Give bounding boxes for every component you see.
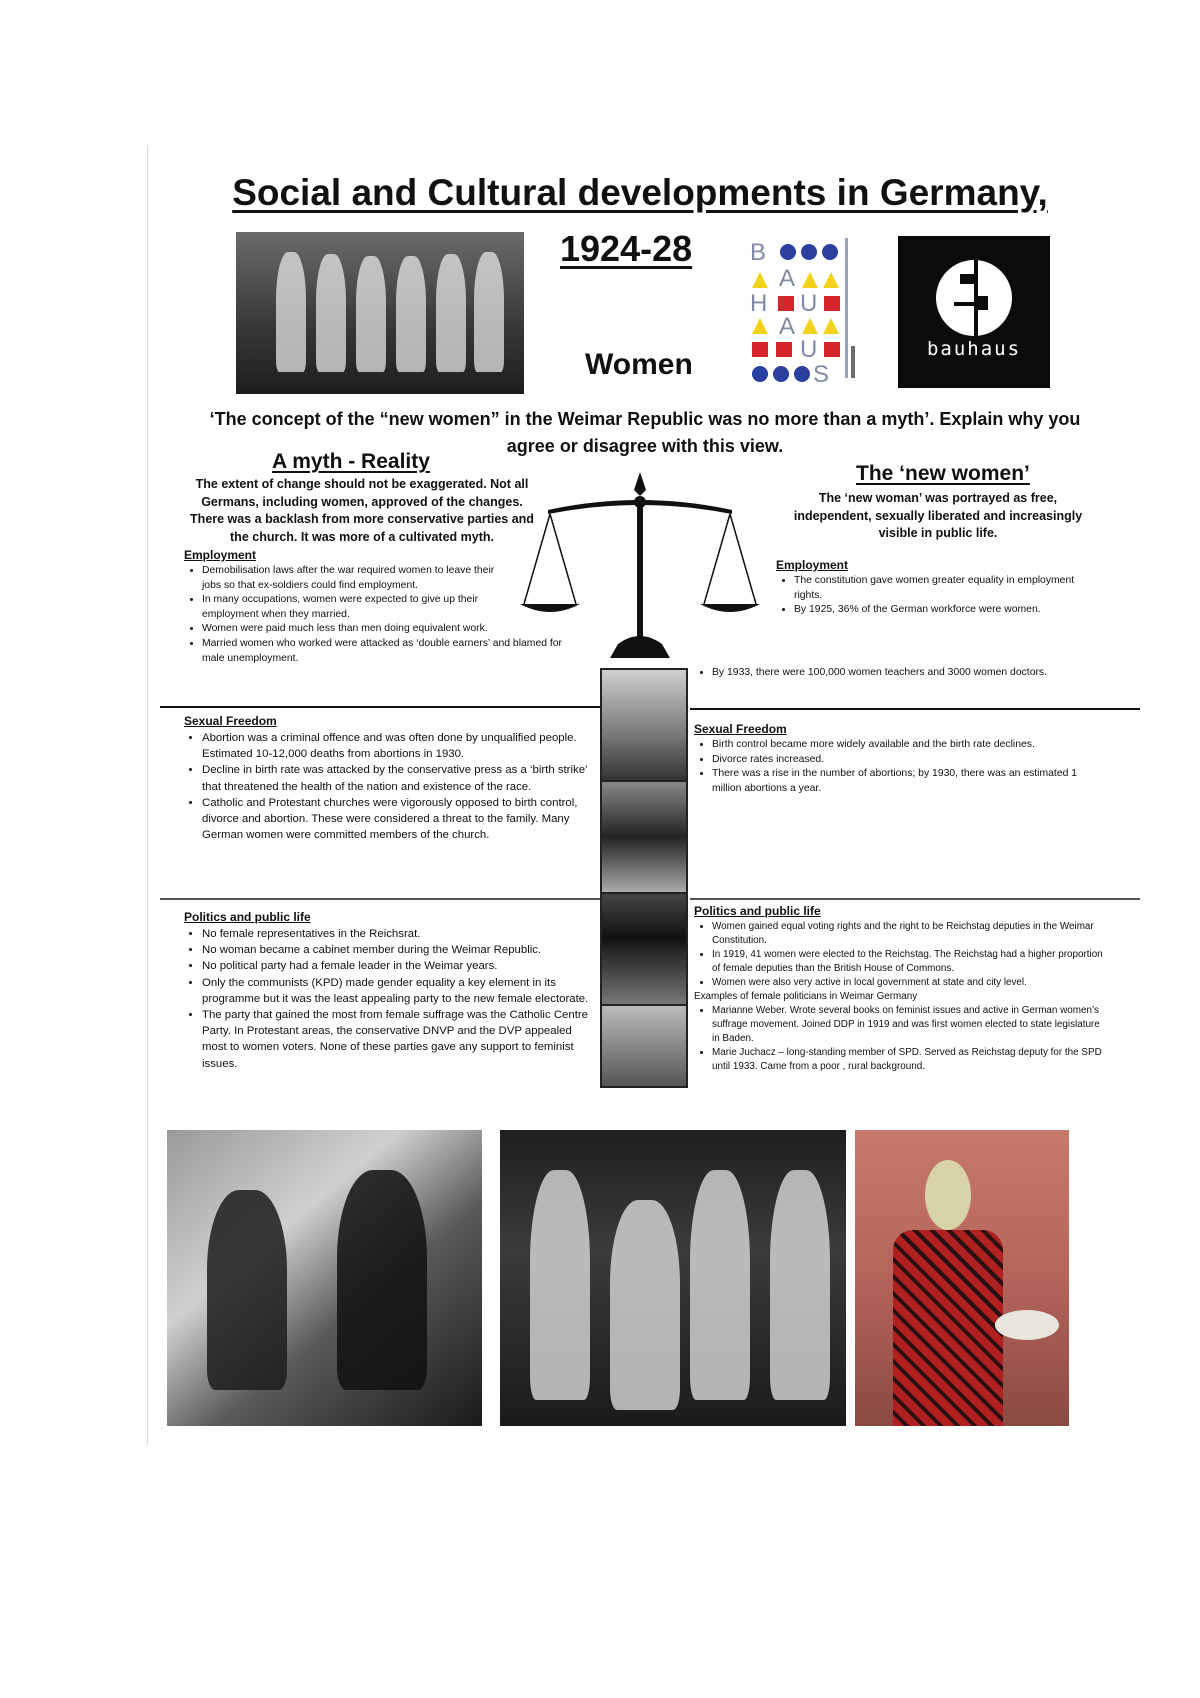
bauhaus-black-logo [898,236,1050,388]
list-item: • Divorce rates increased. [712,753,1094,768]
page-subtitle: 1924-28 [560,228,693,269]
right-column-heading: The ‘new women’ [856,462,1030,485]
list-item: • Birth control became more widely available and the birth rate declines. [712,738,1094,753]
left-employment-heading: Employment [184,548,257,562]
right-sexual-freedom-heading: Sexual Freedom [694,722,787,736]
list-item: • Women were also very active in local government at state and city level. [712,976,1104,990]
logo-letter: A [779,265,796,292]
logo-letter: U [800,290,818,317]
left-column-heading: A myth - Reality [272,450,430,473]
right-employment-extra [694,666,1094,681]
left-politics-heading: Politics and public life [184,910,311,924]
list-item: • The party that gained the most from female suffrage was the Catholic Centre Party. In Protestant areas, the conservative DNVP and the DVP appealed most to women voters. None of these parties gave any support to feminist issues. [202,1007,594,1072]
list-item: • Women were paid much less than men doing equivalent work. [202,622,584,637]
list-item: • Women gained equal voting rights and the right to be Reichstag deputies in the Weimar Constitution. [712,920,1104,948]
list-item: • Married women who worked were attacked as ‘double earners’ and blamed for male unemployment. [202,637,584,666]
section-divider [160,898,600,900]
section-divider [690,708,1140,710]
list-item: • Demobilisation laws after the war required women to leave their jobs so that ex-soldiers could find employment. [202,564,502,593]
flapper-dancers-photo [500,1130,846,1426]
left-politics-section [184,910,594,1072]
right-employment-section [776,558,1096,618]
list-item: • No female representatives in the Reichsrat. [202,926,594,942]
logo-letter: S [813,361,830,384]
list-item: • In 1919, 41 women were elected to the Reichstag. The Reichstag had a higher proportion of female deputies than the British House of Commons. [712,948,1104,976]
list-item: • No woman became a cabinet member during the Weimar Republic. [202,942,594,958]
right-politics-heading: Politics and public life [694,904,821,918]
dancers-photo-strip [600,668,688,1088]
list-item: • By 1925, 36% of the German workforce were women. [794,603,1096,618]
topic-heading: Women [585,348,693,381]
right-intro: The ‘new woman’ was portrayed as free, independent, sexually liberated and increasingly visible in public life. [793,491,1083,540]
logo-letter: B [750,239,767,266]
list-item: • Marianne Weber. Wrote several books on feminist issues and active in German women’s suffrage movement. Joined DDP in 1919 and was first women elected to state legislature in Baden. [712,1004,1104,1046]
right-employment-heading: Employment [776,558,849,572]
left-employment-section [184,548,584,666]
section-divider [160,706,600,708]
bauhaus-color-logo [748,236,863,384]
portrait-painting [855,1130,1069,1426]
right-sexual-freedom-section [694,722,1094,796]
page-title: Social and Cultural developments in Germany, [232,172,1048,213]
logo-letter: H [750,290,768,317]
bauhaus-logo-label: bauhaus [926,338,1022,360]
right-politics-section [694,904,1104,1074]
list-item: • Decline in birth rate was attacked by the conservative press as a ‘birth strike’ that threatened the health of the nation and existence of the race. [202,762,594,794]
essay-question: ‘The concept of the “new women” in the Weimar Republic was no more than a myth’. Explain why you agree or disagree with this view. [209,409,1081,456]
list-item: • Abortion was a criminal offence and was often done by unqualified people. Estimated 10-12,000 deaths from abortions in 1930. [202,730,594,762]
examples-label: Examples of female politicians in Weimar Germany [694,991,918,1002]
list-item: • Marie Juchacz – long-standing member of SPD. Served as Reichstag deputy for the SPD until 1933. Came from a poor , rural background. [712,1046,1104,1074]
dancers-photo [236,232,524,394]
list-item: • No political party had a female leader in the Weimar years. [202,958,594,974]
list-item: • There was a rise in the number of abortions; by 1930, there was an estimated 1 million abortions a year. [712,767,1094,796]
logo-letter: U [800,336,818,363]
left-sexual-freedom-section [184,714,594,843]
logo-letter: A [779,313,796,340]
list-item: • Only the communists (KPD) made gender equality a key element in its programme but it was the least appealing party to the new female electorate. [202,975,594,1007]
section-divider [690,898,1140,900]
left-sexual-freedom-heading: Sexual Freedom [184,714,277,728]
left-intro: The extent of change should not be exaggerated. Not all Germans, including women, approved of the changes. There was a backlash from more conservative parties and the church. It was more of a cultivated myth. [190,477,534,544]
list-item: • Catholic and Protestant churches were vigorously opposed to birth control, divorce and abortion. These were considered a threat to the family. Many German women were committed members of the church. [202,795,594,844]
list-item: • By 1933, there were 100,000 women teachers and 3000 women doctors. [712,666,1094,681]
list-item: • The constitution gave women greater equality in employment rights. [794,574,1096,603]
list-item: • In many occupations, women were expected to give up their employment when they married. [202,593,512,622]
page-margin-line [147,145,148,1445]
bathing-women-photo [167,1130,482,1426]
